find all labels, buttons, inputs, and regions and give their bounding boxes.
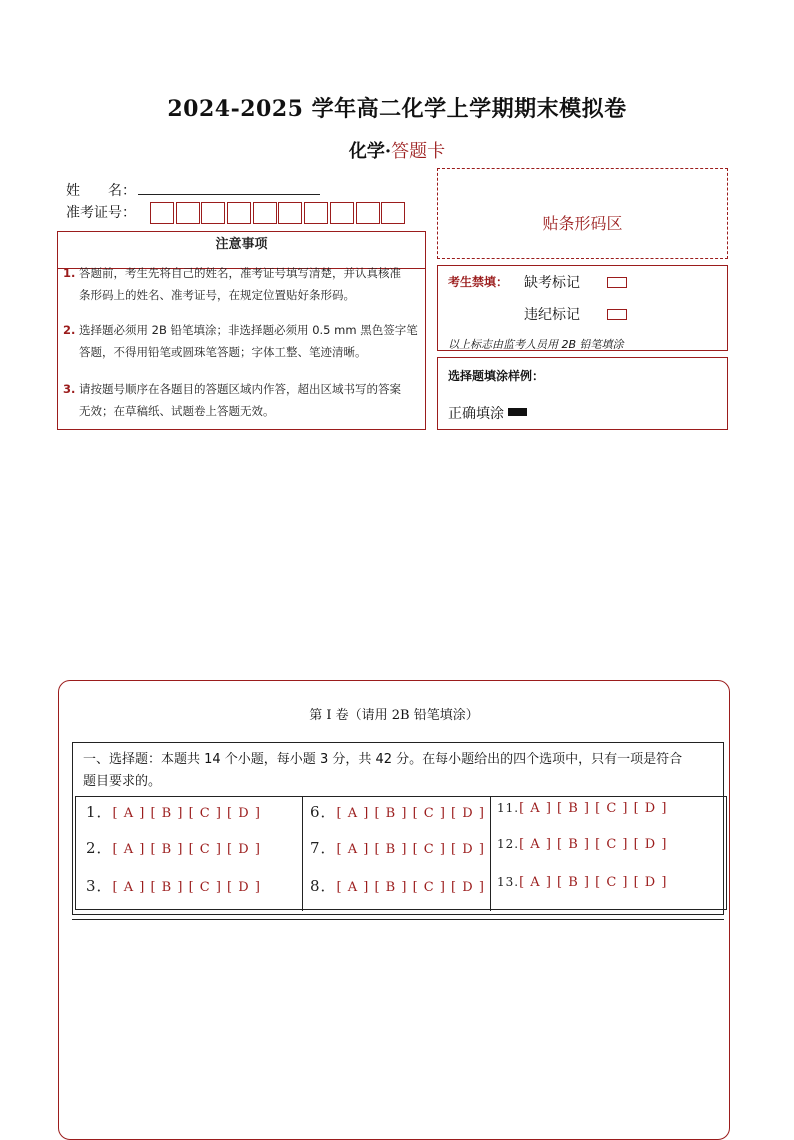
question-number: 11. [497,801,520,815]
exam-id-box[interactable] [330,202,354,224]
question-row[interactable] [310,801,485,822]
notice-text: 请按题号顺序在各题目的答题区域内作答，超出区域书写的答案 [79,382,402,396]
answer-options[interactable]: [ A ] [ B ] [ C ] [ D ] [336,880,485,895]
page-subtitle [0,137,794,163]
instructions-line: 一、选择题：本题共 14 个小题，每小题 3 分，共 42 分。在每小题给出的四个选项中，只有一项是符合 [83,752,683,767]
question-number: 3． [86,877,113,895]
notice-item [63,262,423,306]
question-row[interactable] [86,837,261,858]
question-number: 7． [310,839,337,857]
exam-status-label: 考生禁填： [448,275,509,289]
answer-options[interactable]: [ A ] [ B ] [ C ] [ D ] [112,880,261,895]
fill-sample-box [437,357,728,430]
answer-grid [75,796,727,910]
exam-id-box[interactable] [150,202,174,224]
barcode-area [437,168,728,259]
answer-options[interactable]: [ A ] [ B ] [ C ] [ D ] [336,806,485,821]
answer-options[interactable]: [ A ] [ B ] [ C ] [ D ] [519,837,668,852]
answer-options[interactable]: [ A ] [ B ] [ C ] [ D ] [112,842,261,857]
answer-options[interactable]: [ A ] [ B ] [ C ] [ D ] [519,875,668,890]
exam-id-label: 准考证号： [66,205,136,221]
section-1 [58,680,730,1140]
absent-mark-box[interactable] [607,277,627,288]
notice-text: 答题前，考生先将自己的姓名，准考证号填写清楚，并认真核准 [79,266,402,280]
exam-id-box[interactable] [356,202,380,224]
notice-heading: 注意事项 [58,232,425,269]
question-number: 12. [497,837,520,851]
question-row[interactable] [310,837,485,858]
correct-fill-label: 正确填涂 [448,406,504,422]
exam-status-box [437,265,728,351]
notice-item [63,319,423,363]
absent-mark-label: 缺考标记 [524,275,580,291]
notice-num: 3. [63,382,76,396]
question-instructions [83,749,718,793]
exam-id-box[interactable] [253,202,277,224]
notice-text: 条形码上的姓名、准考证号，在规定位置贴好条形码。 [79,288,355,302]
barcode-label: 贴条形码区 [542,214,623,233]
notice-text: 无效；在草稿纸、试题卷上答题无效。 [79,404,275,418]
name-field[interactable] [138,193,320,195]
column-divider [490,797,491,911]
exam-id-box[interactable] [176,202,200,224]
question-number: 2． [86,839,113,857]
answer-options[interactable]: [ A ] [ B ] [ C ] [ D ] [336,842,485,857]
notice-num: 2. [63,323,76,337]
subtitle-card: 答题卡 [391,141,446,162]
question-row[interactable] [497,875,667,890]
fill-sample-label: 选择题填涂样例： [448,369,545,383]
exam-id-boxes[interactable] [150,202,407,224]
exam-id-box[interactable] [227,202,251,224]
violation-mark-label: 违纪标记 [524,307,580,323]
section-1-title: 第 I 卷（请用 2B 铅笔填涂） [309,708,479,723]
exam-id-box[interactable] [304,202,328,224]
exam-id-box[interactable] [381,202,405,224]
question-frame [72,742,724,915]
question-number: 13. [497,875,520,889]
notice-text: 选择题必须用 2B 铅笔填涂；非选择题必须用 0.5 mm 黑色签字笔 [79,323,418,337]
notice-text: 答题，不得用铅笔或圆珠笔答题；字体工整、笔迹清晰。 [79,345,367,359]
notice-item [63,378,423,422]
question-row[interactable] [86,875,261,896]
question-number: 8． [310,877,337,895]
question-row[interactable] [310,875,485,896]
page-title: 2024-2025 学年高二化学上学期期末模拟卷 [167,96,627,122]
column-divider [302,797,303,911]
instructions-line: 题目要求的。 [83,774,162,789]
question-row[interactable] [497,837,667,852]
violation-mark-box[interactable] [607,309,627,320]
question-row[interactable] [86,801,261,822]
answer-options[interactable]: [ A ] [ B ] [ C ] [ D ] [112,806,261,821]
divider-line [72,919,724,920]
exam-id-box[interactable] [278,202,302,224]
question-row[interactable] [497,801,667,816]
exam-status-note: 以上标志由监考人员用 2B 铅笔填涂 [448,338,624,351]
subtitle-subject: 化学· [348,141,392,162]
filled-mark-sample [508,408,527,416]
question-number: 1． [86,803,113,821]
exam-id-box[interactable] [201,202,225,224]
name-label: 姓 名： [66,183,136,199]
question-number: 6． [310,803,337,821]
answer-options[interactable]: [ A ] [ B ] [ C ] [ D ] [519,801,668,816]
notice-box [57,231,426,430]
notice-num: 1. [63,266,76,280]
